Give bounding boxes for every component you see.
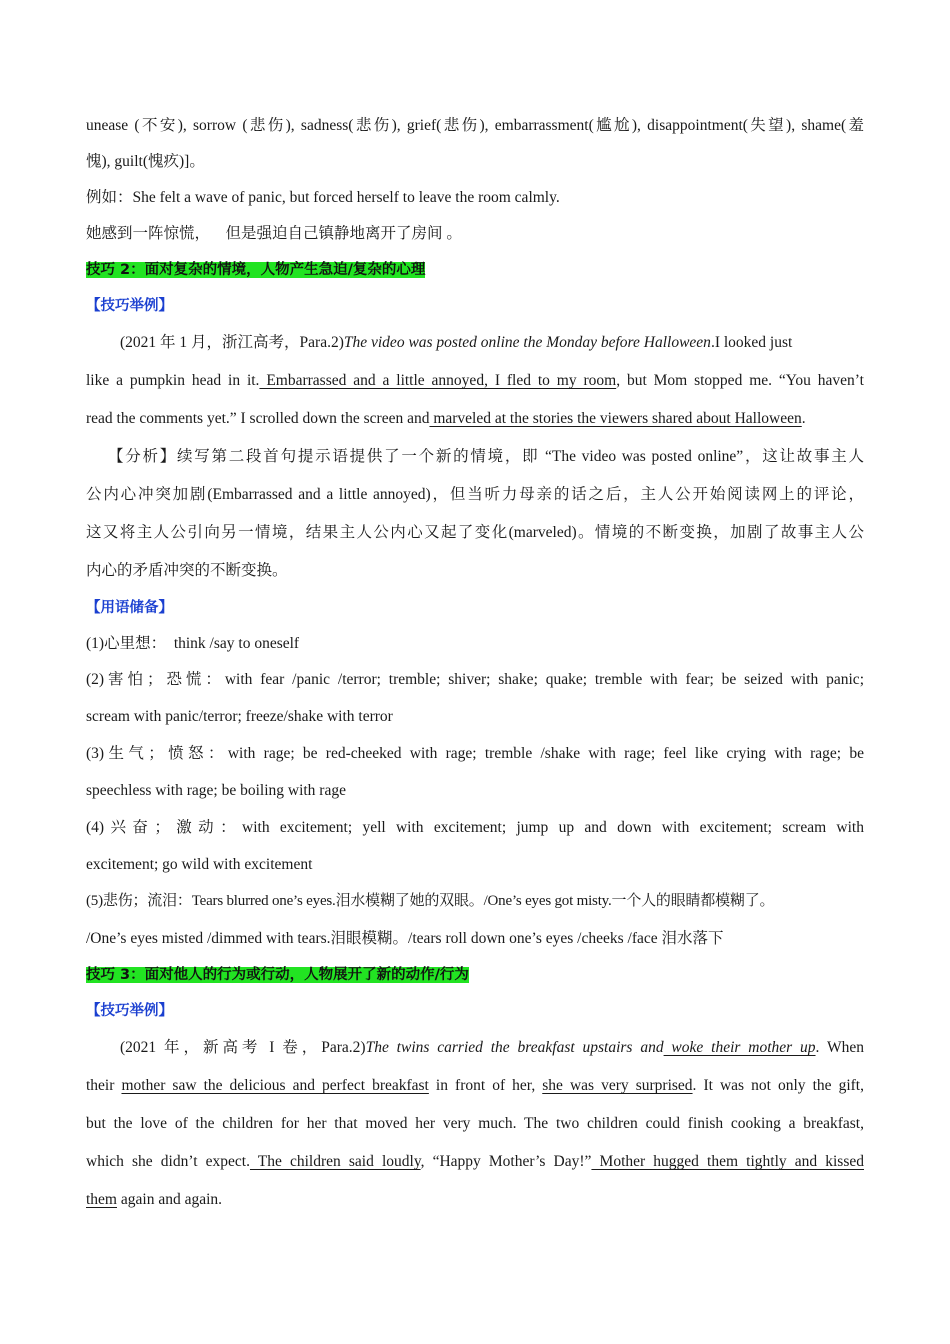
example-sentence-en: 例如：She felt a wave of panic, but forced herself to leave the room calmly. xyxy=(86,189,560,206)
vocab-item-4-line-1: (4)兴奋；激动：with excitement; yell with excitement; jump up and down with excitement; scream with xyxy=(86,819,864,836)
vocab-label: 【用语储备】 xyxy=(86,600,173,616)
tip-2-title: 技巧 2：面对复杂的情境，人物产生急迫/复杂的心理 xyxy=(86,262,426,278)
vocab-item-4-line-2: excitement; go wild with excitement xyxy=(86,856,313,873)
vocab-item-5-line-2: /One’s eyes misted /dimmed with tears.泪眼模糊。/tears roll down one’s eyes /cheeks /face 泪水落下 xyxy=(86,930,724,947)
tip-3-heading xyxy=(86,957,864,993)
tip-2-analysis-line-3: 这又将主人公引向另一情境，结果主人公内心又起了变化(marveled)。情境的不断变换，加剧了故事主人公 xyxy=(86,524,864,541)
vocab-item-2-line-2: scream with panic/terror; freeze/shake with terror xyxy=(86,708,393,725)
tip-3-example-line-4: which she didn’t expect. The children said loudly, “Happy Mother’s Day!” Mother hugged them tightly and kissed xyxy=(86,1153,864,1170)
tip-2-example-line-3: read the comments yet.” I scrolled down the screen and marveled at the stories the viewers shared about Halloween. xyxy=(86,410,806,427)
vocab-item-3-line-1: (3)生气；愤怒：with rage; be red-cheeked with rage; tremble /shake with rage; feel like crying with rage; be xyxy=(86,745,864,762)
tip-3-example-line-5: them again and again. xyxy=(86,1191,223,1208)
tip-2-example-line-1: (2021 年 1 月，浙江高考，Para.2)The video was posted online the Monday before Halloween.I looked just xyxy=(120,334,793,351)
document-body xyxy=(86,108,864,1219)
vocab-item-1: (1)心里想： think /say to oneself xyxy=(86,635,300,652)
vocab-item-2-line-1: (2)害怕；恐慌：with fear /panic /terror; tremble; shiver; shake; quake; tremble with fear; be seized with panic; xyxy=(86,671,864,688)
tip-3-example-line-2: their mother saw the delicious and perfect breakfast in front of her, she was very surprised. It was not only the gift, xyxy=(86,1077,864,1094)
tip-2-heading xyxy=(86,252,864,288)
tip-3-example-line-1: (2021 年，新高考 I 卷，Para.2)The twins carried the breakfast upstairs and woke their mother up. When xyxy=(120,1039,864,1056)
tip-2-example-label: 【技巧举例】 xyxy=(86,298,173,314)
tip-2-analysis-line-4: 内心的矛盾冲突的不断变换。 xyxy=(86,562,288,579)
tip-3-title: 技巧 3：面对他人的行为或行动，人物展开了新的动作/行为 xyxy=(86,967,469,983)
example-sentence-zh: 她感到一阵惊慌， 但是强迫自己镇静地离开了房间 。 xyxy=(86,225,462,242)
tip-2-example-line-2: like a pumpkin head in it. Embarrassed and a little annoyed, I fled to my room, but Mom stopped me. “You haven’t xyxy=(86,372,864,389)
tip-3-example-line-3: but the love of the children for her that moved her very much. The two children could finish cooking a breakfast, xyxy=(86,1115,864,1132)
vocab-item-5-line-1: (5)悲伤；流泪：Tears blurred one’s eyes.泪水模糊了她的双眼。/One’s eyes got misty.一个人的眼睛都模糊了。 xyxy=(86,893,775,909)
emotion-list-line-1: unease (不安), sorrow (悲伤), sadness(悲伤), grief(悲伤), embarrassment(尴尬), disappointment(失望), shame(羞 xyxy=(86,117,864,134)
tip-3-example-label: 【技巧举例】 xyxy=(86,1003,173,1019)
vocab-item-3-line-2: speechless with rage; be boiling with rage xyxy=(86,782,346,799)
tip-2-analysis-line-2: 公内心冲突加剧(Embarrassed and a little annoyed)，但当听力母亲的话之后，主人公开始阅读网上的评论， xyxy=(86,486,864,503)
emotion-list-line-2: 愧), guilt(愧疚)]。 xyxy=(86,153,205,170)
tip-2-analysis-line-1: 【分析】续写第二段首句提示语提供了一个新的情境，即 “The video was posted online”，这让故事主人 xyxy=(108,448,864,465)
